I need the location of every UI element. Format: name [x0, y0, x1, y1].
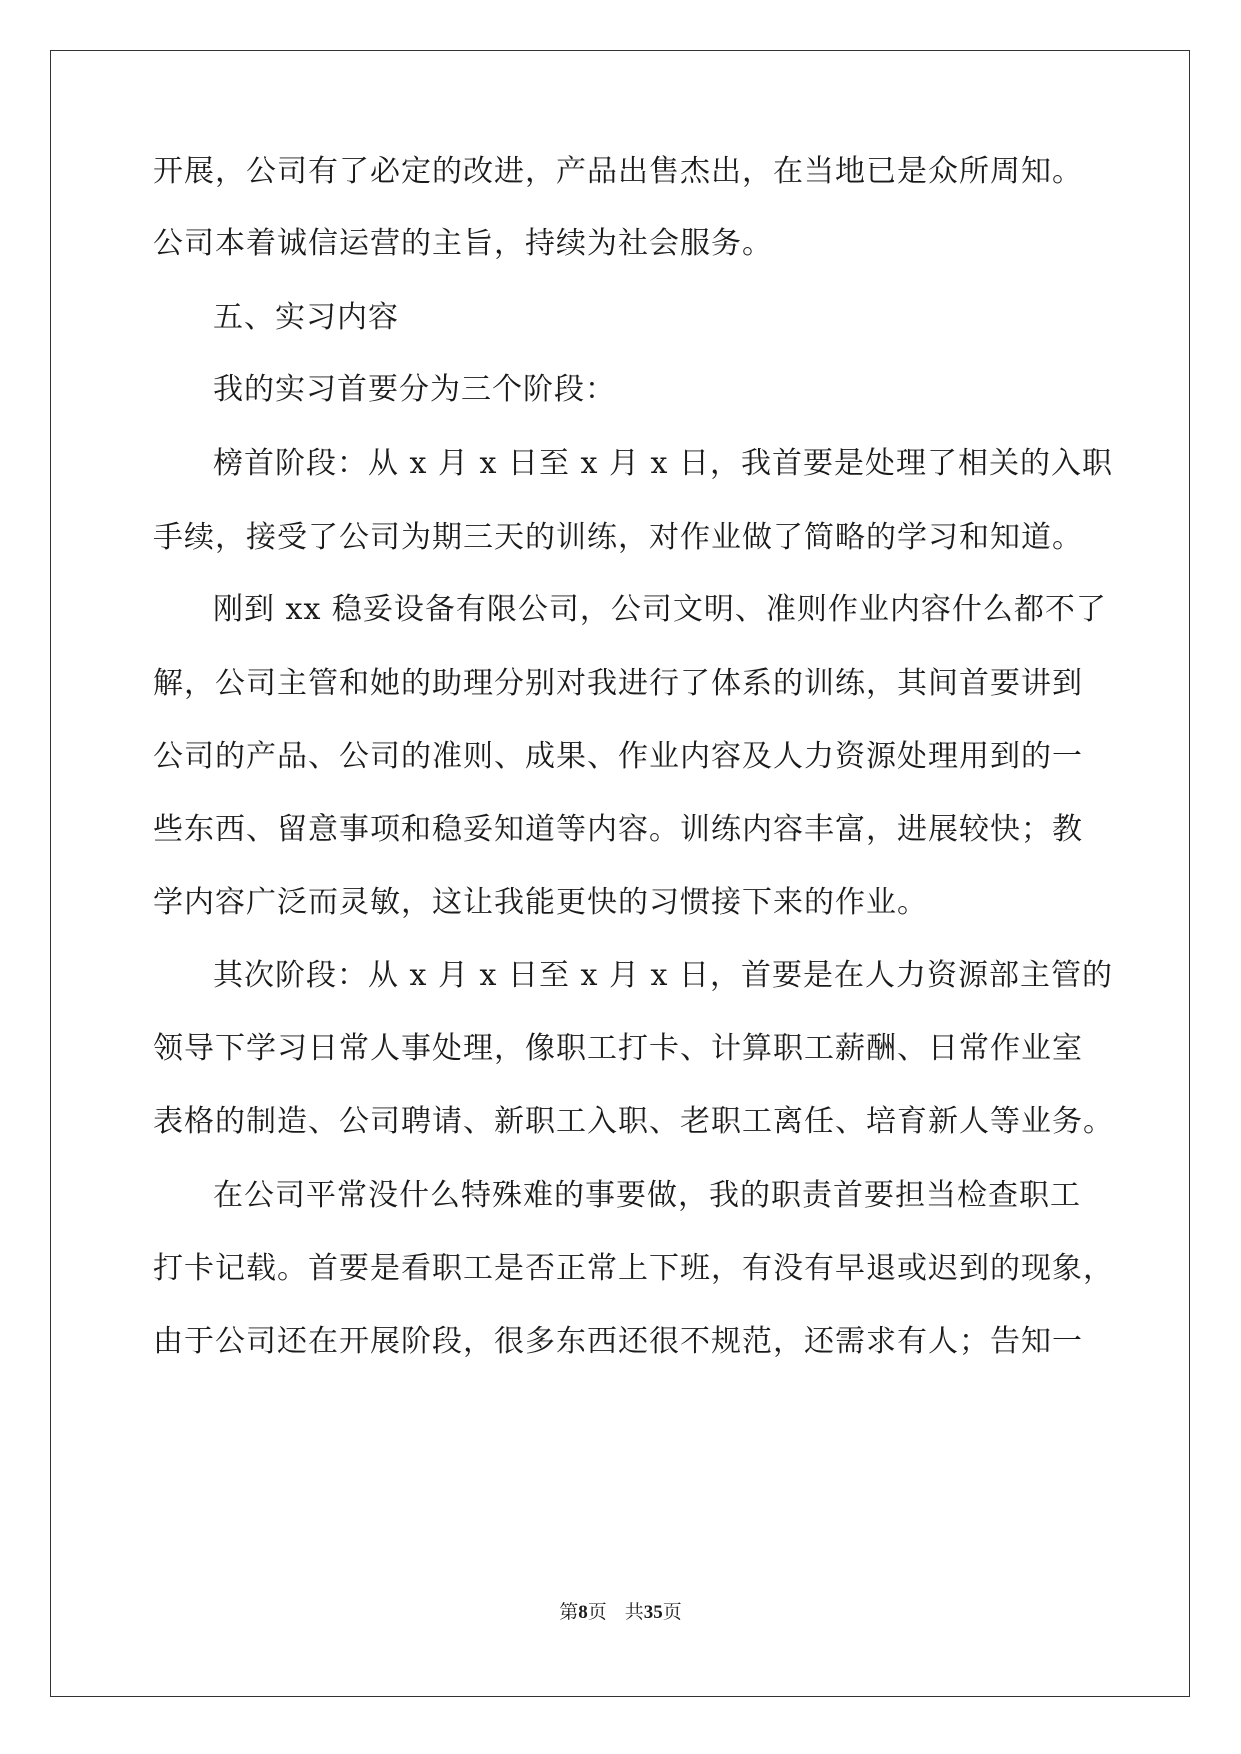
body-text-line: 学内容广泛而灵敏，这让我能更快的习惯接下来的作业。 [153, 885, 928, 920]
body-text-line: 些东西、留意事项和稳妥知道等内容。训练内容丰富，进展较快；教 [153, 812, 1083, 847]
section-heading: 五、实习内容 [213, 300, 399, 335]
body-text-line: 手续，接受了公司为期三天的训练，对作业做了简略的学习和知道。 [153, 520, 1083, 555]
body-text-line: 其次阶段：从 x 月 x 日至 x 月 x 日，首要是在人力资源部主管的 [213, 958, 1113, 993]
footer-page-suffix: 页 [587, 1601, 607, 1623]
body-text-line: 表格的制造、公司聘请、新职工入职、老职工离任、培育新人等业务。 [153, 1104, 1114, 1139]
body-text-line: 领导下学习日常人事处理，像职工打卡、计算职工薪酬、日常作业室 [153, 1031, 1083, 1066]
current-page-number: 8 [578, 1602, 588, 1623]
body-text-line: 解，公司主管和她的助理分别对我进行了体系的训练，其间首要讲到 [153, 666, 1083, 701]
body-text-line: 我的实习首要分为三个阶段： [213, 372, 616, 407]
body-text-line: 在公司平常没什么特殊难的事要做，我的职责首要担当检查职工 [213, 1178, 1081, 1213]
body-text-line: 公司的产品、公司的准则、成果、作业内容及人力资源处理用到的一 [153, 739, 1083, 774]
body-text-line: 刚到 xx 稳妥设备有限公司，公司文明、准则作业内容什么都不了 [213, 592, 1107, 627]
total-page-count: 35 [643, 1602, 663, 1623]
page-footer [0, 1600, 1241, 1625]
footer-prefix: 第 [559, 1601, 579, 1623]
body-text-line: 由于公司还在开展阶段，很多东西还很不规范，还需求有人；告知一 [153, 1324, 1083, 1359]
body-text-line: 开展，公司有了必定的改进，产品出售杰出，在当地已是众所周知。 [153, 154, 1083, 189]
footer-total-suffix: 页 [662, 1601, 682, 1623]
body-text-line: 公司本着诚信运营的主旨，持续为社会服务。 [153, 226, 773, 261]
footer-total-prefix: 共 [624, 1601, 644, 1623]
body-text-line: 打卡记载。首要是看职工是否正常上下班，有没有早退或迟到的现象， [153, 1251, 1114, 1286]
body-text-line: 榜首阶段：从 x 月 x 日至 x 月 x 日，我首要是处理了相关的入职 [213, 446, 1113, 481]
